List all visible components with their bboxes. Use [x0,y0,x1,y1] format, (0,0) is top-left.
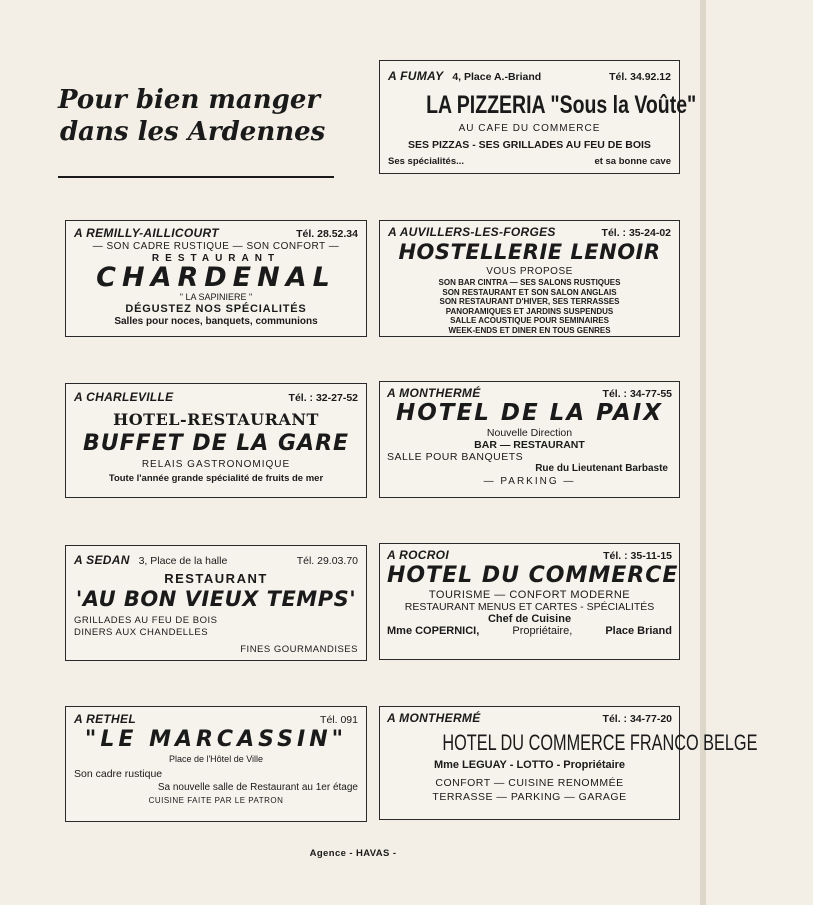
ad-name: LA PIZZERIA "Sous la Voûte" [426,91,697,119]
ad-detail-line: SALLE ACOUSTIQUE POUR SEMINAIRES [450,316,609,325]
ad-line: AU CAFE DU COMMERCE [458,123,601,134]
ad-line: Sa nouvelle salle de Restaurant au 1er étage [157,782,358,793]
ad-name: BUFFET DE LA GARE [82,431,350,456]
ad-line: Nouvelle Direction [486,427,573,439]
ad-name: HOSTELLERIE LENOIR [398,240,661,264]
ad-phone: Tél. 28.52.34 [296,228,358,240]
ad-line: RELAIS GASTRONOMIQUE [141,459,291,470]
ad-line: Salles pour noces, banquets, communions [114,316,318,327]
ad-line: VOUS PROPOSE [486,266,573,277]
ad-auvillers [379,220,680,337]
ad-address: 4, Place A.-Briand [452,71,542,83]
page-edge [700,0,706,905]
ad-kind: RESTAURANT [164,571,268,586]
ad-town: A CHARLEVILLE [74,390,174,404]
ad-town: A FUMAY [388,69,444,83]
ad-phone: Tél. : 32-27-52 [288,392,358,404]
ad-town: A MONTHERMÉ [387,386,481,400]
ad-line: — PARKING — [483,476,576,487]
ad-phone: Tél. : 35-11-15 [603,550,672,562]
ad-fumay [379,60,697,174]
ad-detail-line: SON BAR CINTRA — SES SALONS RUSTIQUES [438,278,621,287]
ad-line: TERRASSE — PARKING — GARAGE [432,791,627,803]
ad-role: Propriétaire, [512,625,573,637]
ad-line: — SON CADRE RUSTIQUE — SON CONFORT — [92,241,340,252]
ad-place: Place Briand [605,625,672,637]
ad-town: A REMILLY-AILLICOURT [74,226,219,240]
ad-detail-line: SON RESTAURANT D'HIVER, SES TERRASSES [439,297,620,306]
ad-owner: Mme COPERNICI, [387,625,480,637]
ad-remilly [65,220,367,337]
ad-town: A AUVILLERS-LES-FORGES [388,225,556,239]
ad-town: A RETHEL [74,712,136,726]
ad-line: Toute l'année grande spécialité de fruits de mer [108,473,324,484]
ad-address: 3, Place de la halle [138,555,228,567]
ad-montherme-franco-belge [379,706,758,820]
ad-line: FINES GOURMANDISES [240,644,358,655]
footer-agency: Agence - HAVAS - [309,848,397,859]
ad-line: Son cadre rustique [74,768,163,780]
ad-line: Mme LEGUAY - LOTTO - Propriétaire [433,759,626,771]
ad-phone: Tél. : 34-77-55 [602,388,672,400]
ad-phone: Tél. 091 [320,714,358,726]
ad-line: " LA SAPINIERE " [179,292,253,302]
ad-detail-line: SON RESTAURANT ET SON SALON ANGLAIS [442,287,617,297]
ad-phone: Tél. : 34-77-20 [602,713,672,725]
slogan-line-2: dans les Ardennes [60,117,326,147]
ad-line: Ses spécialités... [388,156,465,167]
ad-town: A SEDAN [74,553,130,567]
ad-detail-line: WEEK-ENDS ET DINER EN TOUS GENRES [448,325,611,335]
slogan [58,84,334,178]
ad-rocroi [379,543,680,660]
ad-town: A ROCROI [387,548,449,562]
ad-details [388,278,671,335]
ad-line: DINERS AUX CHANDELLES [74,627,209,638]
ad-montherme-paix [379,381,680,498]
ad-line: TOURISME — CONFORT MODERNE [428,589,631,601]
ad-name: HOTEL DU COMMERCE FRANCO BELGE [442,730,758,755]
ad-line: GRILLADES AU FEU DE BOIS [74,615,218,626]
ad-town: A MONTHERMÉ [387,711,481,725]
ad-line: SES PIZZAS - SES GRILLADES AU FEU DE BOIS [408,139,651,151]
ad-charleville [65,383,367,498]
ad-kind: HOTEL-RESTAURANT [113,410,319,429]
ad-line: CUISINE FAITE PAR LE PATRON [148,796,284,805]
ad-name: 'AU BON VIEUX TEMPS' [75,587,357,611]
ad-detail-line: PANORAMIQUES ET JARDINS SUSPENDUS [445,306,614,316]
ad-rethel [65,706,367,822]
ad-phone: Tél. 34.92.12 [609,71,671,83]
ad-name: HOTEL DU COMMERCE [387,563,679,588]
slogan-line-1: Pour bien manger [58,85,321,115]
ad-line: DÉGUSTEZ NOS SPÉCIALITÉS [125,303,307,315]
ad-line: Chef de Cuisine [487,613,572,625]
ad-line: et sa bonne cave [594,156,671,167]
ad-line: RESTAURANT MENUS ET CARTES - SPÉCIALITÉS [404,601,655,613]
ad-phone: Tél. : 35-24-02 [601,227,671,239]
slogan-underline [58,176,334,178]
ad-line: Place de l'Hôtel de Ville [168,754,264,764]
ad-sedan [65,545,367,661]
ad-name: "LE MARCASSIN" [84,727,348,752]
ad-name: CHARDENAL [96,262,336,293]
ad-line: SALLE POUR BANQUETS [387,451,524,463]
ad-name: HOTEL DE LA PAIX [396,400,663,426]
ad-line: BAR — RESTAURANT [474,439,585,451]
ad-phone: Tél. 29.03.70 [296,555,358,567]
ad-kind: RESTAURANT [151,253,281,264]
ad-line: CONFORT — CUISINE RENOMMÉE [435,777,624,789]
ad-line: Rue du Lieutenant Barbaste [535,463,668,474]
